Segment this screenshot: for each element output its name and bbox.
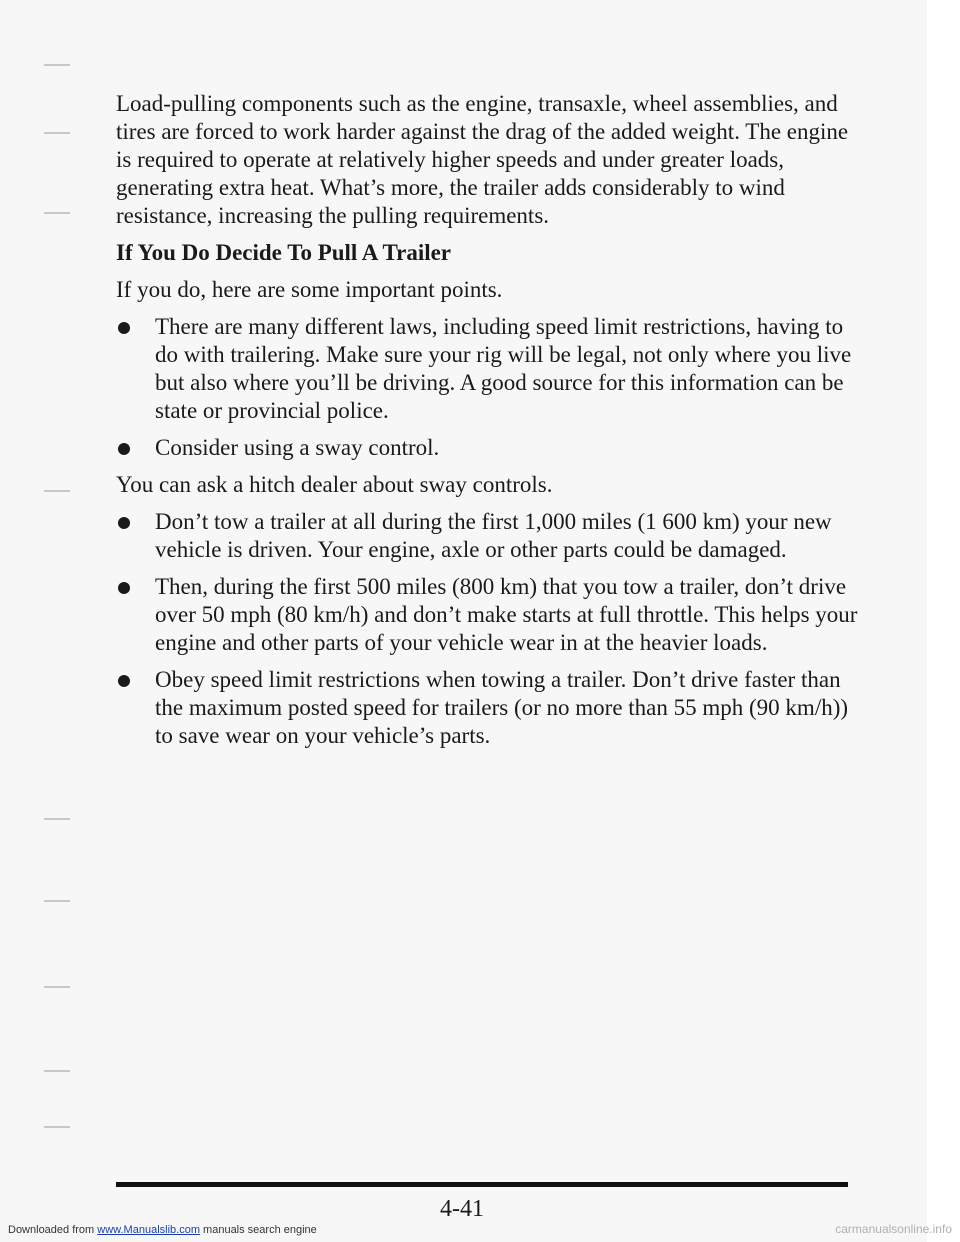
list-item xyxy=(116,573,861,657)
list-item xyxy=(116,313,861,425)
margin-mark xyxy=(44,1126,70,1128)
download-footer xyxy=(8,1224,317,1236)
page-content xyxy=(116,90,861,759)
margin-mark xyxy=(44,490,70,492)
bullet-icon xyxy=(118,517,130,529)
lead-paragraph: If you do, here are some important points. xyxy=(116,277,503,302)
list-item-text: Obey speed limit restrictions when towing a trailer. Don’t drive faster than the maximum posted speed for trailers (or no more than 55 mph (90 km/h)) to save wear on your vehicle’s parts. xyxy=(155,667,849,748)
list-item-text: There are many different laws, including speed limit restrictions, having to do with trailering. Make sure your rig will be legal, not only where you live but also where you’ll be driving. A good source for this information can be state or provincial police. xyxy=(155,314,852,423)
sway-note: You can ask a hitch dealer about sway controls. xyxy=(116,472,553,497)
watermark: carmanualsonline.info xyxy=(835,1222,952,1236)
bullet-icon xyxy=(118,443,130,455)
list-item xyxy=(116,434,861,462)
margin-mark xyxy=(44,212,70,214)
margin-mark xyxy=(44,132,70,134)
margin-mark xyxy=(44,64,70,66)
margin-mark xyxy=(44,1070,70,1072)
list-item-text: Then, during the first 500 miles (800 km) that you tow a trailer, don’t drive over 50 mph (80 km/h) and don’t make starts at full throttle. This helps your engine and other parts of your vehicle wear in at the heavier loads. xyxy=(155,574,858,655)
list-item xyxy=(116,666,861,750)
list-item-text: Don’t tow a trailer at all during the first 1,000 miles (1 600 km) your new vehicle is driven. Your engine, axle or other parts could be damaged. xyxy=(155,509,832,562)
bullet-icon xyxy=(118,582,130,594)
list-item-text: Consider using a sway control. xyxy=(155,435,440,460)
footer-suffix: manuals search engine xyxy=(203,1224,317,1236)
intro-paragraph: Load-pulling components such as the engine, transaxle, wheel assemblies, and tires are forced to work harder against the drag of the added weight. The engine is required to operate at relatively higher speeds and under greater loads, generating extra heat. What’s more, the trailer adds considerably to wind resistance, increasing the pulling requirements. xyxy=(116,91,849,228)
footer-rule xyxy=(116,1182,848,1187)
bullet-list-b xyxy=(116,508,861,750)
margin-mark xyxy=(44,986,70,988)
list-item xyxy=(116,508,861,564)
bullet-list-a xyxy=(116,313,861,462)
footer-prefix: Downloaded from xyxy=(8,1224,95,1236)
manualslib-link[interactable]: www.Manualslib.com xyxy=(97,1224,200,1236)
section-heading: If You Do Decide To Pull A Trailer xyxy=(116,240,452,265)
bullet-icon xyxy=(118,322,130,334)
bullet-icon xyxy=(118,675,130,687)
page-number: 4-41 xyxy=(440,1196,484,1222)
margin-mark xyxy=(44,900,70,902)
margin-mark xyxy=(44,818,70,820)
